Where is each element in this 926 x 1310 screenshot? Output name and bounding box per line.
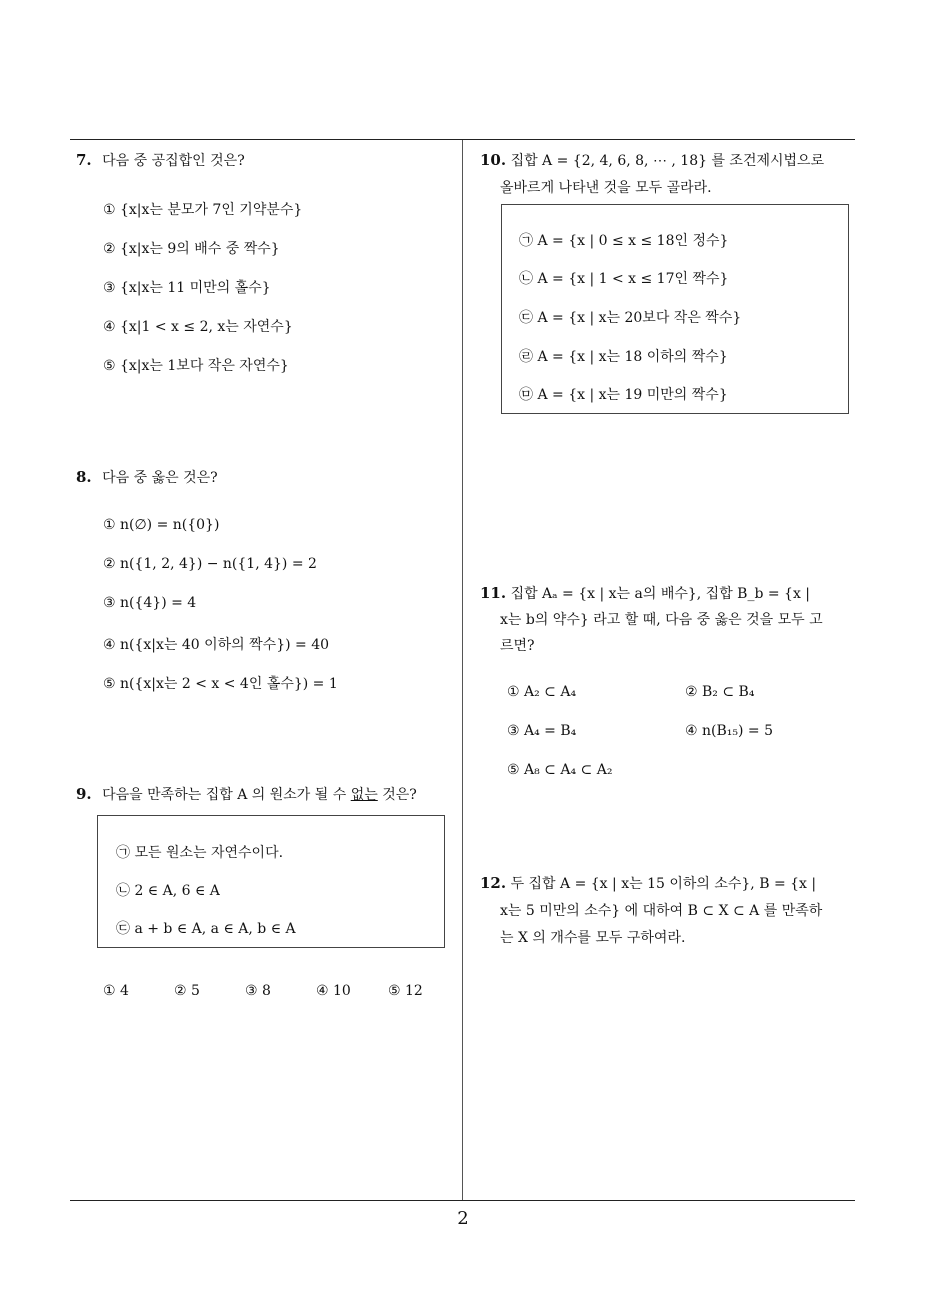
- underlined-word: 없는: [350, 787, 378, 803]
- choice-1: ① A₂ ⊂ A₄: [507, 684, 577, 700]
- choice-3: ③ A₄ = B₄: [507, 723, 577, 739]
- choice-5: ⑤ A₈ ⊂ A₄ ⊂ A₂: [507, 762, 613, 778]
- option-2: ㉡ A = {x | 1 < x ≤ 17인 짝수}: [519, 271, 729, 287]
- question-number: 7.: [76, 151, 92, 169]
- condition-1: ㉠ 모든 원소는 자연수이다.: [116, 845, 284, 861]
- bottom-rule: [70, 1200, 855, 1201]
- choice-4: ④ n(B₁₅) = 5: [685, 723, 773, 739]
- question-text: 다음 중 공집합인 것은?: [102, 153, 245, 169]
- question-text-line1: 두 집합 A = {x | x는 15 이하의 소수}, B = {x |: [510, 876, 817, 892]
- choice-2: ② B₂ ⊂ B₄: [685, 684, 755, 700]
- choice-1: ① {x|x는 분모가 7인 기약분수}: [103, 202, 303, 218]
- choice-5: ⑤ n({x|x는 2 < x < 4인 홀수}) = 1: [103, 676, 338, 692]
- question-number: 8.: [76, 468, 92, 486]
- choice-1: ① 4: [103, 983, 129, 999]
- question-number: 12.: [480, 874, 507, 892]
- option-3: ㉢ A = {x | x는 20보다 작은 짝수}: [519, 310, 742, 326]
- option-4: ㉣ A = {x | x는 18 이하의 짝수}: [519, 349, 728, 365]
- question-number: 10.: [480, 151, 507, 169]
- question-text: 다음 중 옳은 것은?: [102, 470, 218, 486]
- choice-3: ③ n({4}) = 4: [103, 595, 197, 611]
- choice-4: ④ n({x|x는 40 이하의 짝수}) = 40: [103, 637, 330, 653]
- choice-5: ⑤ {x|x는 1보다 작은 자연수}: [103, 358, 289, 374]
- option-5: ㉤ A = {x | x는 19 미만의 짝수}: [519, 387, 728, 403]
- column-divider: [462, 140, 463, 1201]
- page-number: 2: [457, 1208, 469, 1229]
- question-text: 다음을 만족하는 집합 A 의 원소가 될 수: [102, 787, 351, 803]
- choice-3: ③ 8: [245, 983, 271, 999]
- question-number: 9.: [76, 785, 92, 803]
- question-number: 11.: [480, 584, 507, 602]
- choice-2: ② {x|x는 9의 배수 중 짝수}: [103, 241, 280, 257]
- question-text-line3: 는 X 의 개수를 모두 구하여라.: [500, 930, 686, 946]
- condition-3: ㉢ a + b ∈ A, a ∈ A, b ∈ A: [116, 921, 296, 937]
- choice-1: ① n(∅) = n({0}): [103, 517, 220, 533]
- question-text-line2: x는 5 미만의 소수} 에 대하여 B ⊂ X ⊂ A 를 만족하: [500, 903, 823, 919]
- choice-2: ② 5: [174, 983, 200, 999]
- question-text-end: 것은?: [377, 787, 417, 803]
- question-text-line2: 올바르게 나타낸 것을 모두 골라라.: [500, 180, 712, 196]
- question-text-line3: 르면?: [500, 638, 535, 654]
- choice-5: ⑤ 12: [388, 983, 423, 999]
- option-1: ㉠ A = {x | 0 ≤ x ≤ 18인 정수}: [519, 233, 729, 249]
- choice-4: ④ 10: [316, 983, 351, 999]
- choice-3: ③ {x|x는 11 미만의 홀수}: [103, 280, 271, 296]
- question-text-line1: 집합 A = {2, 4, 6, 8, ⋯ , 18} 를 조건제시법으로: [510, 153, 825, 169]
- question-text-line1: 집합 Aₐ = {x | x는 a의 배수}, 집합 B_b = {x |: [510, 586, 811, 602]
- question-text-line2: x는 b의 약수} 라고 할 때, 다음 중 옳은 것을 모두 고: [500, 612, 823, 628]
- condition-2: ㉡ 2 ∈ A, 6 ∈ A: [116, 883, 220, 899]
- choice-2: ② n({1, 2, 4}) − n({1, 4}) = 2: [103, 556, 317, 572]
- choice-4: ④ {x|1 < x ≤ 2, x는 자연수}: [103, 319, 293, 335]
